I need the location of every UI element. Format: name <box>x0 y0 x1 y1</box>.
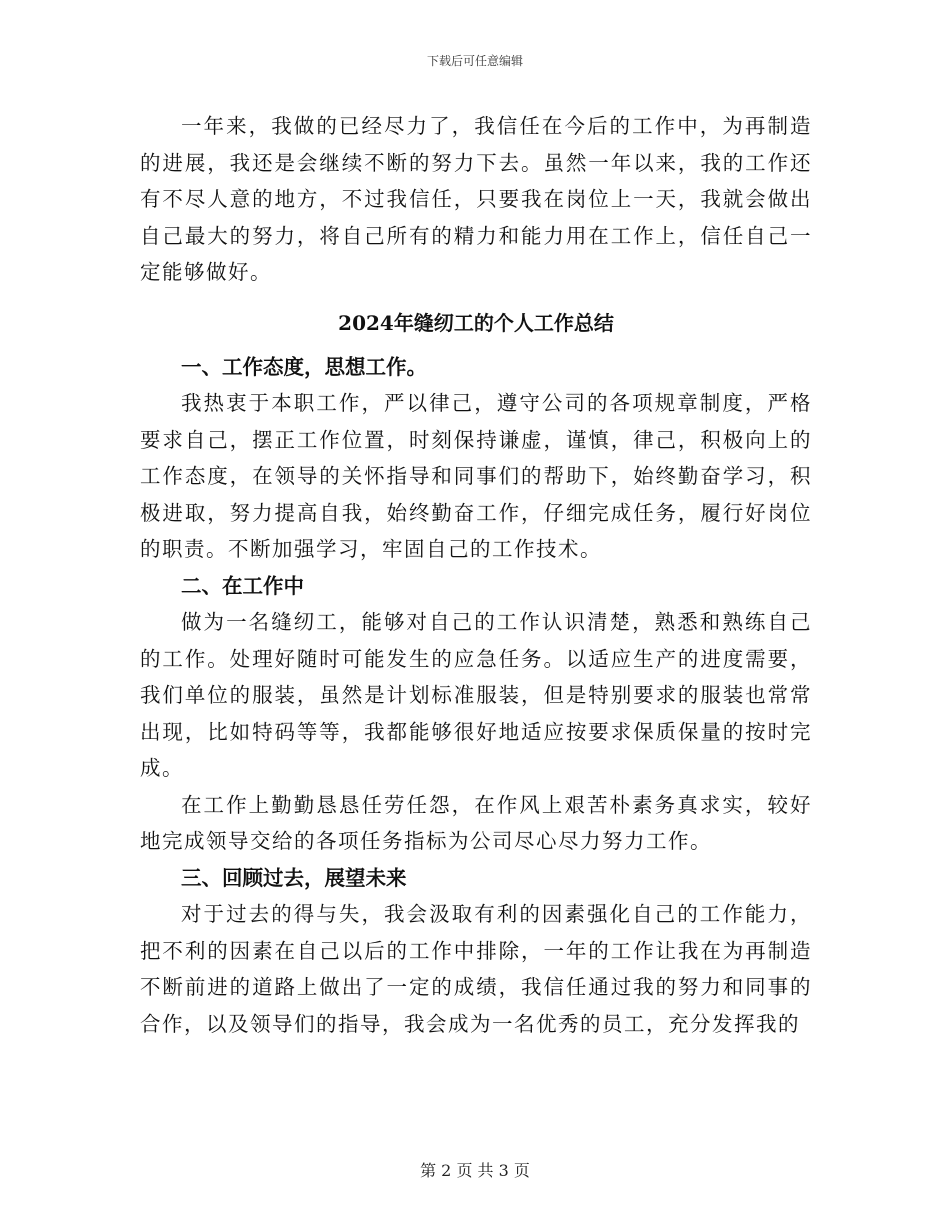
section2-paragraph-1: 做为一名缝纫工，能够对自己的工作认识清楚，熟悉和熟练自己的工作。处理好随时可能发生的应急任务。以适应生产的进度需要，我们单位的服装，虽然是计划标准服装，但是特别要求的服装也常常出现，比如特码等等，我都能够很好地适应按要求保质保量的按时完成。 <box>140 610 812 780</box>
section3-paragraph: 对于过去的得与失，我会汲取有利的因素强化自己的工作能力，把不利的因素在自己以后的工作中排除，一年的工作让我在为再制造不断前进的道路上做出了一定的成绩，我信任通过我的努力和同事的合作，以及领导们的指导，我会成为一名优秀的员工，充分发挥我的 <box>140 902 812 1036</box>
section1-heading: 一、工作态度，思想工作。 <box>181 354 427 379</box>
section3-heading: 三、回顾过去，展望未来 <box>181 865 407 890</box>
page-number: 第 2 页 共 3 页 <box>420 1161 530 1180</box>
page-header: 下载后可任意编辑 <box>426 54 523 68</box>
section1-paragraph: 我热衷于本职工作，严以律己，遵守公司的各项规章制度，严格要求自己，摆正工作位置，时刻保持谦虚，谨慎，律己，积极向上的工作态度，在领导的关怀指导和同事们的帮助下，始终勤奋学习，积极进取，努力提高自我，始终勤奋工作，仔细完成任务，履行好岗位的职责。不断加强学习，牢固自己的工作技术。 <box>140 391 812 561</box>
section2-heading: 二、在工作中 <box>181 573 304 598</box>
intro-paragraph: 一年来，我做的已经尽力了，我信任在今后的工作中，为再制造的进展，我还是会继续不断的努力下去。虽然一年以来，我的工作还有不尽人意的地方，不过我信任，只要我在岗位上一天，我就会做出自己最大的努力，将自己所有的精力和能力用在工作上，信任自己一定能够做好。 <box>140 114 812 284</box>
document-title: 2024年缝纫工的个人工作总结 <box>338 310 614 335</box>
section2-paragraph-2: 在工作上勤勤恳恳任劳任怨，在作风上艰苦朴素务真求实，较好地完成领导交给的各项任务指标为公司尽心尽力努力工作。 <box>140 792 812 853</box>
document-body <box>140 108 812 1042</box>
